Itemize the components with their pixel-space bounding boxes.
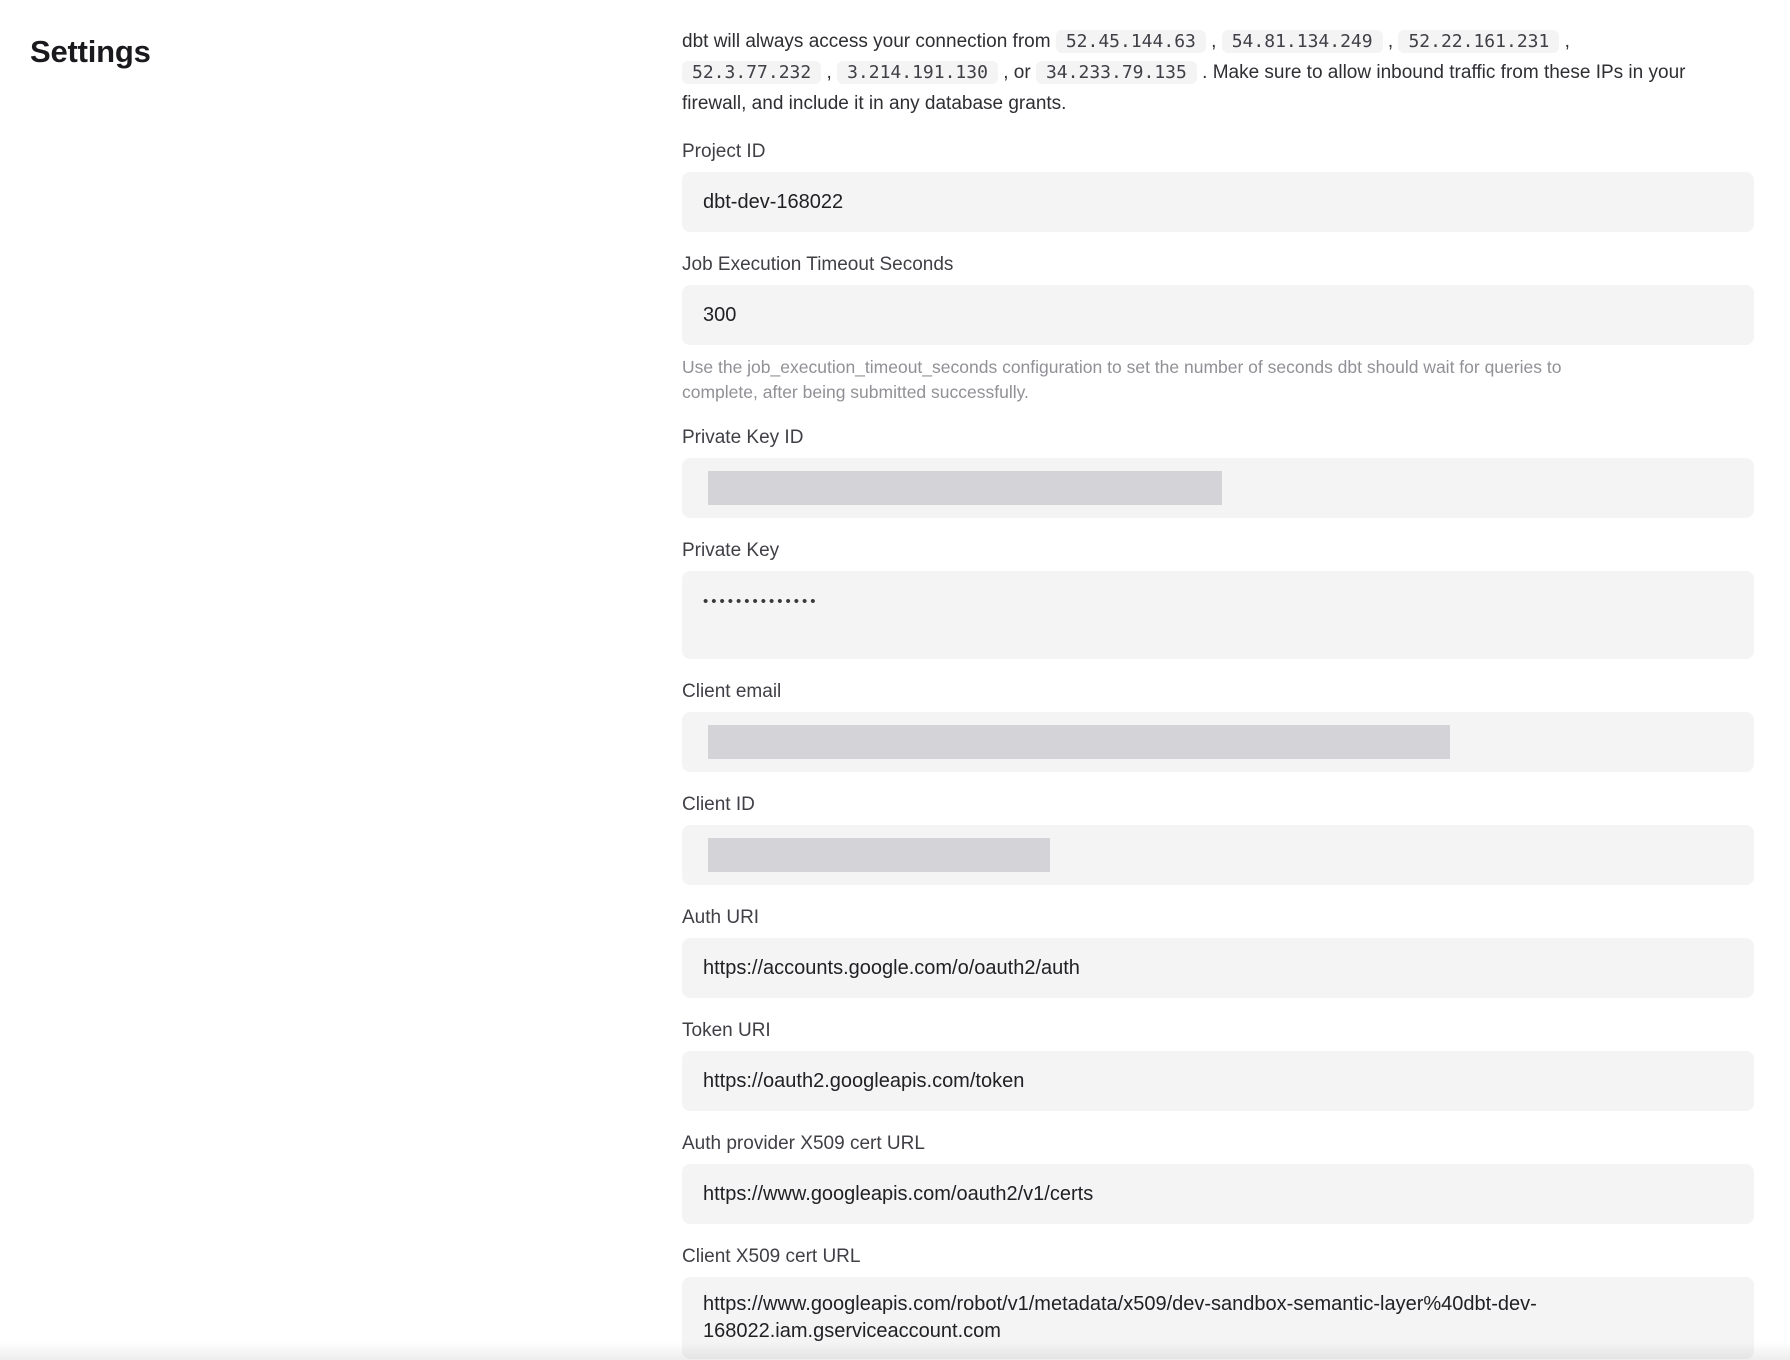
ip-badge: 54.81.134.249 — [1222, 30, 1383, 53]
client-x509-cert-url-input[interactable]: https://www.googleapis.com/robot/v1/metadata/x509/dev-sandbox-semantic-layer%40dbt-dev-168022.iam.gserviceaccount.com — [682, 1277, 1754, 1359]
field-row — [682, 679, 1754, 772]
field-label: Token URI — [682, 1020, 771, 1041]
ip-badge: 3.214.191.130 — [837, 61, 998, 84]
field-row — [682, 905, 1754, 998]
field-label: Auth URI — [682, 907, 760, 928]
client-id-input[interactable] — [682, 825, 1754, 885]
fields-container — [682, 139, 1754, 1359]
page-title: Settings — [30, 34, 151, 69]
field-row — [682, 1131, 1754, 1224]
field-row — [682, 1018, 1754, 1111]
field-label: Job Execution Timeout Seconds — [682, 254, 954, 275]
ip-badge: 52.45.144.63 — [1056, 30, 1206, 53]
field-helper-text: Use the job_execution_timeout_seconds configuration to set the number of seconds dbt should wait for queries to complete, after being submitted successfully. — [682, 357, 1562, 402]
field-label: Client X509 cert URL — [682, 1246, 861, 1267]
field-row — [682, 252, 1754, 405]
ip-badge: 34.233.79.135 — [1036, 61, 1197, 84]
field-label: Auth provider X509 cert URL — [682, 1133, 925, 1154]
auth-provider-x509-cert-url-input[interactable]: https://www.googleapis.com/oauth2/v1/certs — [682, 1164, 1754, 1224]
field-label: Private Key — [682, 540, 780, 561]
client-email-input[interactable] — [682, 712, 1754, 772]
field-row — [682, 538, 1754, 659]
project-id-input[interactable]: dbt-dev-168022 — [682, 172, 1754, 232]
token-uri-input[interactable]: https://oauth2.googleapis.com/token — [682, 1051, 1754, 1111]
connection-note: dbt will always access your connection from 52.45.144.63 , 54.81.134.249 , 52.22.161.231 , 52.3.77.232 , 3.214.191.130 , or 34.233.79.135 . Make sure to allow inbound traffic from these IPs in your firewall, and include it in any database grants. — [682, 31, 1686, 114]
private-key-input[interactable] — [682, 571, 1754, 659]
ip-badge: 52.22.161.231 — [1398, 30, 1559, 53]
redacted-value — [708, 725, 1450, 759]
private-key-id-input[interactable] — [682, 458, 1754, 518]
field-label: Project ID — [682, 141, 766, 162]
job-execution-timeout-seconds-input[interactable]: 300 — [682, 285, 1754, 345]
field-label: Client email — [682, 681, 782, 702]
redacted-value — [708, 471, 1222, 505]
redacted-value — [708, 838, 1050, 872]
auth-uri-input[interactable]: https://accounts.google.com/o/oauth2/auth — [682, 938, 1754, 998]
settings-form — [682, 26, 1754, 1359]
masked-value: •••••••••••••• — [703, 593, 819, 610]
field-label: Private Key ID — [682, 427, 804, 448]
field-row — [682, 792, 1754, 885]
field-row — [682, 1244, 1754, 1359]
field-label: Client ID — [682, 794, 755, 815]
field-row — [682, 425, 1754, 518]
field-row — [682, 139, 1754, 232]
ip-badge: 52.3.77.232 — [682, 61, 821, 84]
